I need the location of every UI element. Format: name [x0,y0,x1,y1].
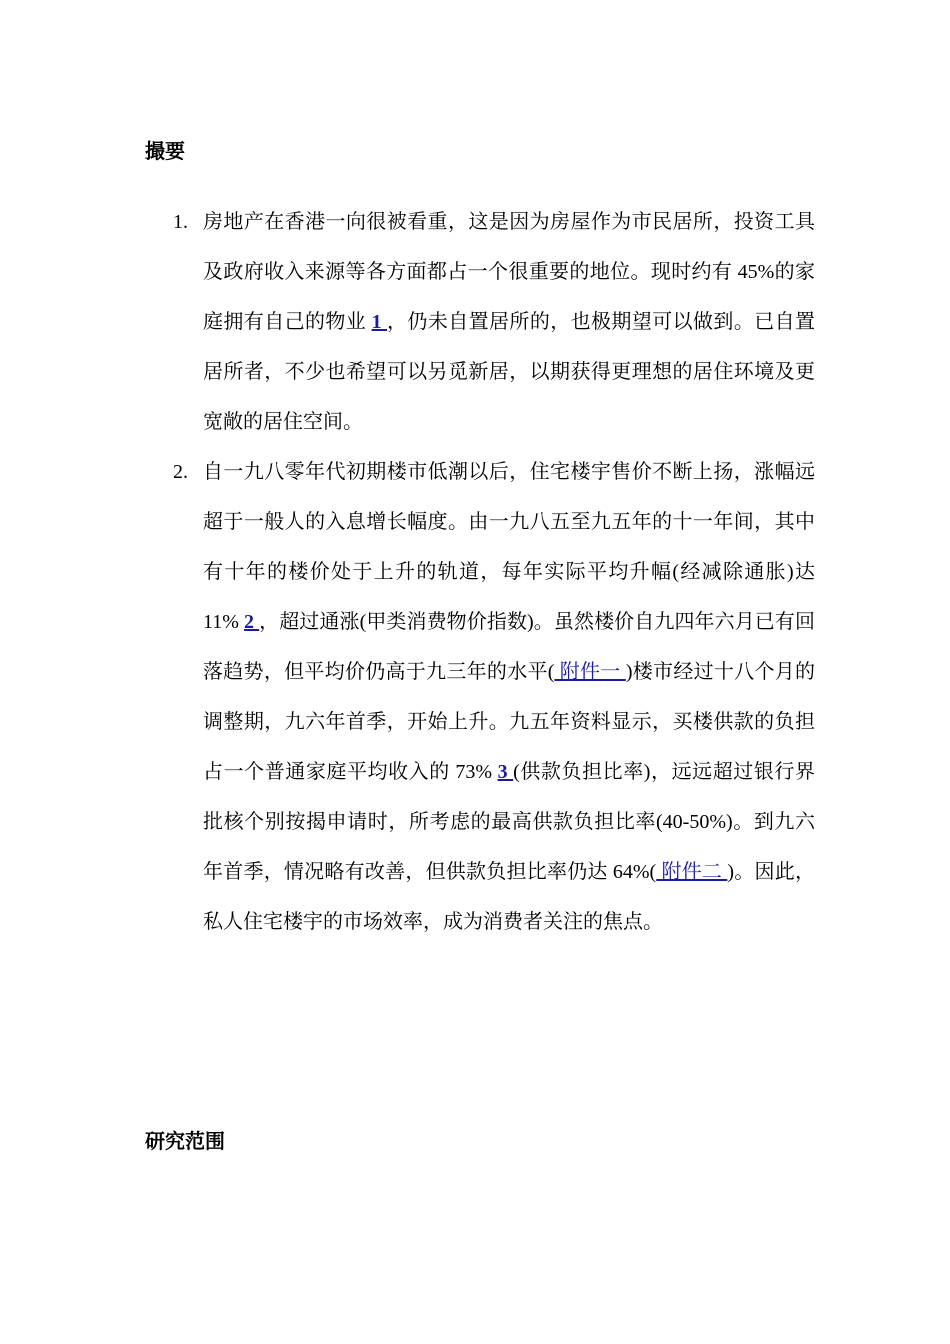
summary-list [145,197,815,947]
section-heading-summary: 撮要 [145,141,185,163]
footnote-link-3[interactable]: 3 [497,761,514,783]
list-item [145,447,815,947]
section-heading-scope: 研究范围 [145,1131,225,1153]
paragraph-text: 房地产在香港一向很被看重，这是因为房屋作为市民居所，投资工具及政府收入来源等各方面都占一个很重要的地位。现时约有 45%的家庭拥有自己的物业 [203,211,815,333]
paragraph-text: 自一九八零年代初期楼市低潮以后，住宅楼宇售价不断上扬，涨幅远超于一般人的入息增长幅度。由一九八五至九五年的十一年间，其中有十年的楼价处于上升的轨道，每年实际平均升幅(经减除通胀)达 11% [203,461,815,633]
appendix-link-1[interactable]: 附件一 [554,661,626,683]
list-item [145,197,815,447]
list-number: 1. [173,211,188,233]
paragraph-text: )。因此，私人住宅楼宇的市场效率，成为消费者关注的焦点。 [203,861,815,933]
paragraph-text: )楼市经过十八个月的调整期，九六年首季，开始上升。九五年资料显示，买楼供款的负担占一个普通家庭平均收入的 73% [203,661,816,783]
paragraph-text: ，仍未自置居所的，也极期望可以做到。已自置居所者，不少也希望可以另觅新居，以期获得更理想的居住环境及更宽敞的居住空间。 [203,311,816,433]
footnote-link-2[interactable]: 2 [244,611,260,633]
appendix-link-2[interactable]: 附件二 [656,861,728,883]
paragraph-text: ，超过通涨(甲类消费物价指数)。虽然楼价自九四年六月已有回落趋势，但平均价仍高于九三年的水平( [203,611,815,683]
footnote-link-1[interactable]: 1 [371,311,388,333]
list-number: 2. [173,461,188,483]
paragraph-text: (供款负担比率)，远远超过银行界批核个别按揭申请时，所考虑的最高供款负担比率(40-50%)。到九六年首季，情况略有改善，但供款负担比率仍达 64%( [203,761,815,883]
